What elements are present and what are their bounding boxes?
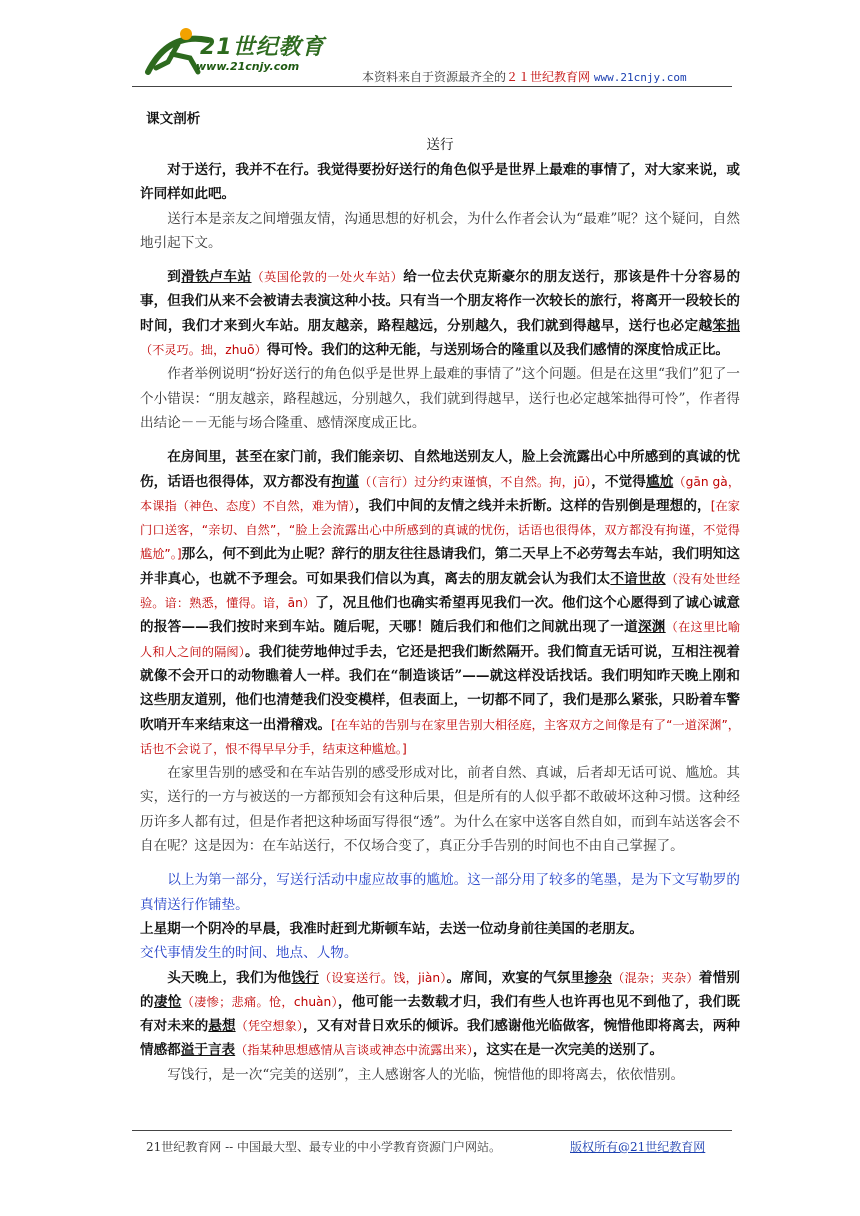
footer-tagline: 21世纪教育网 -- 中国最大型、最专业的中小学教育资源门户网站。 bbox=[146, 1140, 502, 1154]
gloss-abyss: （在这里比喻人和人之间的隔阂） bbox=[140, 620, 741, 659]
term-waterloo: 滑铁卢车站 bbox=[181, 269, 252, 286]
header-note-url[interactable]: www.21cnjy.com bbox=[593, 71, 687, 84]
term-awkward: 尴尬 bbox=[645, 473, 674, 490]
term-sorrow: 凄怆 bbox=[153, 993, 182, 1010]
gloss-awkward: （gān gà，本课指（神色、态度）不自然，难为情） bbox=[140, 474, 741, 513]
analysis-1: 送行本是亲友之间增强友情，沟通思想的好机会，为什么作者会认为“最难”呢？这个疑问，自然地引起下文。 bbox=[140, 210, 740, 251]
gloss-farewell-dinner: （设宴送行。饯，jiàn） bbox=[318, 970, 447, 985]
header-note bbox=[362, 68, 687, 85]
gloss-clumsy: （不灵巧。拙，zhuō） bbox=[140, 343, 267, 358]
summary-part-1: 以上为第一部分，写送行活动中虚应故事的尴尬。这一部分用了较多的笔墨，是为下文写勒罗的真情送行作铺垫。 bbox=[140, 872, 740, 913]
document-body bbox=[140, 106, 740, 1087]
gloss-imagine: （凭空想象） bbox=[235, 1019, 304, 1034]
paragraph-2: 到滑铁卢车站（英国伦敦的一处火车站）给一位去伏克斯豪尔的朋友送行，那该是件十分容易的事，但我们从来不会被请去表演这种小技。只有当一个朋友将作一次较长的旅行，将离开一段较长的时间，我们才来到火车站。朋友越亲，路程越远，分别越久，我们就到得越早，送行也必定越笨拙（不灵巧。拙，zhuō）得可怜。我们的这种无能，与送别场合的隆重以及我们感情的深度恰成正比。 bbox=[140, 269, 741, 359]
analysis-4: 交代事情发生的时间、地点、人物。 bbox=[140, 945, 358, 962]
footer-copyright-link[interactable]: 版权所有@21世纪教育网 bbox=[570, 1140, 706, 1154]
header-note-site[interactable]: ２１世纪教育网 bbox=[506, 70, 591, 84]
header-divider bbox=[132, 86, 732, 87]
analysis-2: 作者举例说明“扮好送行的角色似乎是世界上最难的事情了”这个问题。但是在这里“我们”犯了一个小错误：“朋友越亲，路程越远，分别越久，我们就到得越早，送行也必定越笨拙得可怜”，作者得出结论－－无能与场合隆重、感情深度成正比。 bbox=[140, 366, 740, 431]
page-header bbox=[0, 0, 860, 96]
analysis-3: 在家里告别的感受和在车站告别的感受形成对比，前者自然、真诚，后者却无话可说、尴尬。其实，送行的一方与被送的一方都预知会有这种后果，但是所有的人似乎都不敢破坏这种习惯。这种经历许多人都有过，但是作者把这种场面写得很“透”。为什么在家中送客自然自如，而到车站送客会不自在呢？这是因为：在车站送行，不仅场合变了，真正分手告别的时间也不由自己掌握了。 bbox=[140, 765, 740, 855]
paragraph-1: 对于送行，我并不在行。我觉得要扮好送行的角色似乎是世界上最难的事情了，对大家来说，或许同样如此吧。 bbox=[140, 162, 740, 203]
footer-divider bbox=[132, 1130, 732, 1131]
term-imagine: 悬想 bbox=[208, 1018, 236, 1035]
term-farewell-dinner: 饯行 bbox=[291, 969, 319, 986]
section-label: 课文剖析 bbox=[146, 111, 201, 127]
logo-url: www.21cnjy.com bbox=[196, 60, 300, 73]
gloss-mixed: （混杂；夹杂） bbox=[612, 970, 699, 985]
analysis-5: 写饯行，是一次“完美的送别”，主人感谢客人的光临，惋惜他的即将离去，依依惜别。 bbox=[167, 1066, 685, 1083]
gloss-waterloo: （英国伦敦的一处火车站） bbox=[251, 270, 404, 285]
gloss-overflow: （指某种思想感情从言谈或神态中流露出来） bbox=[235, 1043, 473, 1058]
term-abyss: 深渊 bbox=[637, 619, 666, 636]
term-clumsy: 笨拙 bbox=[712, 317, 741, 334]
comment-home-farewell: [在家门口送客，“亲切、自然”，“脸上会流露出心中所感到的真诚的忧伤，话语也很得体，双方都没有拘谨，不觉得尴尬”。] bbox=[140, 498, 740, 562]
term-mixed: 掺杂 bbox=[584, 969, 613, 986]
header-note-prefix: 本资料来自于资源最齐全的 bbox=[362, 70, 507, 84]
term-constrained: 拘谨 bbox=[331, 473, 359, 490]
paragraph-3: 在房间里，甚至在家门前，我们能亲切、自然地送别友人，脸上会流露出心中所感到的真诚的忧伤，话语也很得体，双方都没有拘谨（（言行）过分约束谨慎，不自然。拘，jū），不觉得尴尬（gān gà，本课指（神色、态度）不自然，难为情），我们中间的友情之线并未折断。这样的告别倒是理想的，[在家门口送客，“亲切、自然”，“脸上会流露出心中所感到的真诚的忧伤，话语也很得体，双方都没有拘谨，不觉得尴尬”。]那么，何不到此为止呢？辞行的朋友往往恳请我们，第二天早上不必劳驾去车站，我们明知这并非真心，也就不予理会。可如果我们信以为真，离去的朋友就会认为我们太不谙世故（没有处世经验。谙：熟悉，懂得。谙，ān）了，况且他们也确实希望再见我们一次。他们这个心愿得到了诚心诚意的报答——我们按时来到车站。随后呢，天哪！随后我们和他们之间就出现了一道深渊（在这里比喻人和人之间的隔阂）。我们徒劳地伸过手去，它还是把我们断然隔开。我们简直无话可说，互相注视着就像不会开口的动物瞧着人一样。我们在“制造谈话”——就这样没话找话。我们明知昨天晚上刚和这些朋友道别，他们也清楚我们没变模样，但表面上，一切都不同了，我们是那么紧张，只盼着车警吹哨开车来结束这一出滑稽戏。[在车站的告别与在家里告别大相径庭，主客双方之间像是有了“一道深渊”，话也不会说了，恨不得早早分手，结束这种尴尬。] bbox=[140, 449, 741, 756]
comment-station-farewell: [在车站的告别与在家里告别大相径庭，主客双方之间像是有了“一道深渊”，话也不会说了，恨不得早早分手，结束这种尴尬。] bbox=[140, 717, 740, 756]
term-naive: 不谙世故 bbox=[610, 570, 666, 587]
paragraph-5: 头天晚上，我们为他饯行（设宴送行。饯，jiàn）。席间，欢宴的气氛里掺杂（混杂；夹杂）着惜别的凄怆（凄惨；悲痛。怆，chuàn），他可能一去数载才归，我们有些人也许再也见不到他了，我们既有对未来的悬想（凭空想象），又有对昔日欢乐的倾诉。我们感谢他光临做客，惋惜他即将离去，两种情感都溢于言表（指某种思想感情从言谈或神态中流露出来），这实在是一次完美的送别了。 bbox=[140, 969, 741, 1059]
term-overflow: 溢于言表 bbox=[180, 1042, 236, 1059]
logo-text: 21世纪教育 bbox=[200, 35, 325, 60]
gloss-constrained: （（言行）过分约束谨慎，不自然。拘，jū） bbox=[358, 474, 592, 489]
text-title: 送行 bbox=[426, 137, 454, 153]
paragraph-4: 上星期一个阴冷的早晨，我准时赶到尤斯顿车站，去送一位动身前往美国的老朋友。 bbox=[140, 920, 643, 937]
gloss-naive: （没有处世经验。谙：熟悉，懂得。谙，ān） bbox=[140, 571, 741, 611]
gloss-sorrow: （凄惨；悲痛。怆，chuàn） bbox=[181, 994, 338, 1009]
